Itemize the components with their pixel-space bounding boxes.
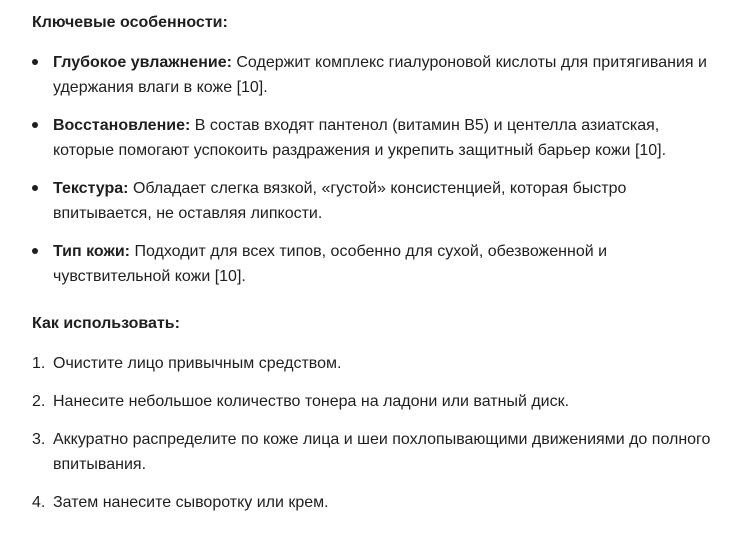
usage-steps-list — [32, 351, 722, 515]
feature-term: Тип кожи: — [53, 243, 130, 260]
feature-text: Подходит для всех типов, особенно для сухой, обезвоженной и чувствительной кожи [10]. — [53, 243, 608, 285]
bullet-icon — [32, 122, 38, 128]
feature-term: Восстановление: — [53, 117, 191, 134]
bullet-icon — [32, 248, 38, 254]
bullet-icon — [32, 59, 38, 65]
list-item — [32, 113, 722, 163]
step-text: Очистите лицо привычным средством. — [53, 355, 342, 372]
list-item — [32, 490, 722, 515]
feature-text: Содержит комплекс гиалуроновой кислоты для притягивания и удержания влаги в коже [10]. — [53, 54, 707, 96]
step-number: 4. — [32, 494, 46, 511]
step-text: Нанесите небольшое количество тонера на ладони или ватный диск. — [53, 393, 570, 410]
step-number: 3. — [32, 431, 46, 448]
feature-text: В состав входят пантенол (витамин B5) и центелла азиатская, которые помогают успокоить раздражения и укрепить защитный барьер кожи [10]. — [53, 117, 667, 159]
feature-term: Текстура: — [53, 180, 129, 197]
step-number: 2. — [32, 393, 46, 410]
feature-text: Обладает слегка вязкой, «густой» консистенцией, которая быстро впитывается, не оставляя липкости. — [53, 180, 627, 222]
list-item — [32, 50, 722, 100]
list-item — [32, 389, 722, 414]
usage-heading: Как использовать: — [32, 315, 180, 332]
features-heading: Ключевые особенности: — [32, 14, 228, 31]
step-text: Аккуратно распределите по коже лица и шеи похлопывающими движениями до полного впитывания. — [53, 431, 711, 473]
step-text: Затем нанесите сыворотку или крем. — [53, 494, 329, 511]
list-item — [32, 239, 722, 289]
list-item — [32, 351, 722, 376]
feature-term: Глубокое увлажнение: — [53, 54, 232, 71]
bullet-icon — [32, 185, 38, 191]
step-number: 1. — [32, 355, 46, 372]
features-list — [32, 50, 722, 289]
list-item — [32, 176, 722, 226]
list-item — [32, 427, 722, 477]
